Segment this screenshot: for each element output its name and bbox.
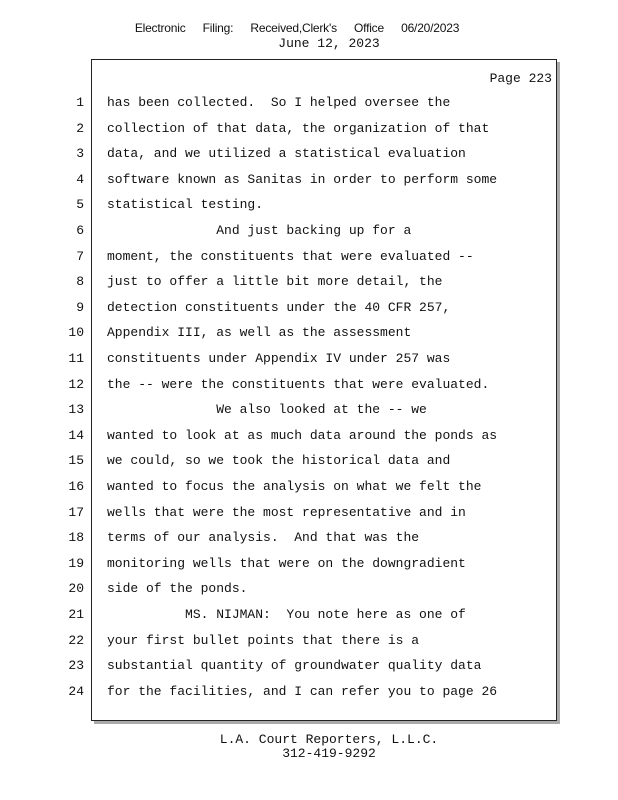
line-number: 7: [76, 248, 84, 264]
transcript-line: [0, 248, 560, 266]
line-number: 20: [68, 581, 84, 597]
line-number: 16: [68, 479, 84, 494]
transcript-line: [0, 324, 560, 342]
line-text: collection of that data, the organization of that: [107, 120, 490, 136]
stamp-office: Office: [354, 21, 384, 35]
line-text: for the facilities, and I can refer you to page 26: [107, 683, 498, 699]
line-number: 4: [76, 171, 84, 187]
line-text: your first bullet points that there is a: [107, 632, 420, 648]
footer: [0, 733, 618, 761]
page-number: Page 223: [489, 71, 552, 86]
transcript-line: [0, 401, 560, 419]
transcript-line: [0, 580, 560, 598]
line-number: 8: [76, 274, 84, 290]
line-text: monitoring wells that were on the downgradient: [107, 555, 466, 571]
line-text: just to offer a little bit more detail, the: [107, 274, 443, 290]
transcript-line: [0, 376, 560, 394]
line-text: software known as Sanitas in order to perform some: [107, 171, 498, 187]
transcript-line: [0, 299, 560, 317]
stamp-date: 06/20/2023: [401, 21, 460, 35]
line-number: 12: [68, 376, 84, 392]
line-text: constituents under Appendix IV under 257 was: [107, 351, 451, 366]
transcript-line: [0, 145, 560, 163]
line-text: we could, so we took the historical data and: [107, 453, 451, 469]
filing-stamp: [0, 21, 594, 35]
transcript-line: [0, 350, 560, 368]
line-text: the -- were the constituents that were evaluated.: [107, 376, 490, 392]
stamp-electronic: Electronic: [134, 21, 186, 35]
line-number: 18: [68, 530, 84, 546]
transcript-line: [0, 273, 560, 291]
transcript-line: [0, 94, 560, 112]
line-text: terms of our analysis. And that was the: [107, 530, 420, 546]
transcript-line: [0, 529, 560, 547]
reporter-phone: 312-419-9292: [282, 746, 376, 761]
line-number: 6: [76, 223, 84, 238]
transcript-date: June 12, 2023: [278, 36, 380, 51]
line-text: data, and we utilized a statistical evaluation: [107, 146, 466, 162]
line-number: 10: [68, 325, 84, 341]
transcript-line: [0, 120, 560, 138]
line-number: 3: [76, 146, 84, 162]
line-text: wells that were the most representative and in: [107, 504, 466, 520]
line-text: wanted to focus the analysis on what we felt the: [107, 479, 482, 494]
line-text: detection constituents under the 40 CFR 257,: [107, 299, 451, 315]
line-number: 2: [76, 120, 84, 136]
line-number: 23: [68, 658, 84, 674]
line-text: Appendix III, as well as the assessment: [107, 325, 412, 341]
line-text: substantial quantity of groundwater quality data: [107, 658, 482, 674]
transcript-line: [0, 504, 560, 522]
line-number: 15: [68, 453, 84, 469]
line-text: wanted to look at as much data around the ponds as: [107, 427, 498, 443]
line-number: 11: [68, 351, 84, 366]
line-text: We also looked at the -- we: [107, 402, 427, 418]
line-text: moment, the constituents that were evaluated --: [107, 248, 474, 264]
transcript-line: [0, 427, 560, 445]
line-number: 14: [68, 427, 84, 443]
line-number: 1: [76, 95, 84, 110]
line-number: 22: [68, 632, 84, 648]
line-number: 21: [68, 607, 84, 622]
transcript-line: [0, 222, 560, 240]
transcript-line: [0, 606, 560, 624]
transcript-line: [0, 657, 560, 675]
line-text: has been collected. So I helped oversee the: [107, 95, 451, 110]
line-text: side of the ponds.: [107, 581, 248, 597]
transcript-line: [0, 555, 560, 573]
line-text: MS. NIJMAN: You note here as one of: [107, 607, 466, 622]
transcript-line: [0, 196, 560, 214]
transcript-line: [0, 478, 560, 496]
line-number: 9: [76, 299, 84, 315]
line-number: 13: [68, 402, 84, 418]
transcript-line: [0, 632, 560, 650]
line-number: 17: [68, 504, 84, 520]
stamp-received: Received,Clerk's: [250, 21, 337, 35]
reporter-company: L.A. Court Reporters, L.L.C.: [219, 732, 439, 747]
transcript-line: [0, 171, 560, 189]
line-text: statistical testing.: [107, 197, 264, 213]
line-number: 24: [68, 683, 84, 699]
transcript-line: [0, 452, 560, 470]
transcript-line: [0, 683, 560, 701]
line-number: 19: [68, 555, 84, 571]
line-text: And just backing up for a: [107, 223, 412, 238]
line-number: 5: [76, 197, 84, 213]
stamp-filing: Filing:: [202, 21, 234, 35]
